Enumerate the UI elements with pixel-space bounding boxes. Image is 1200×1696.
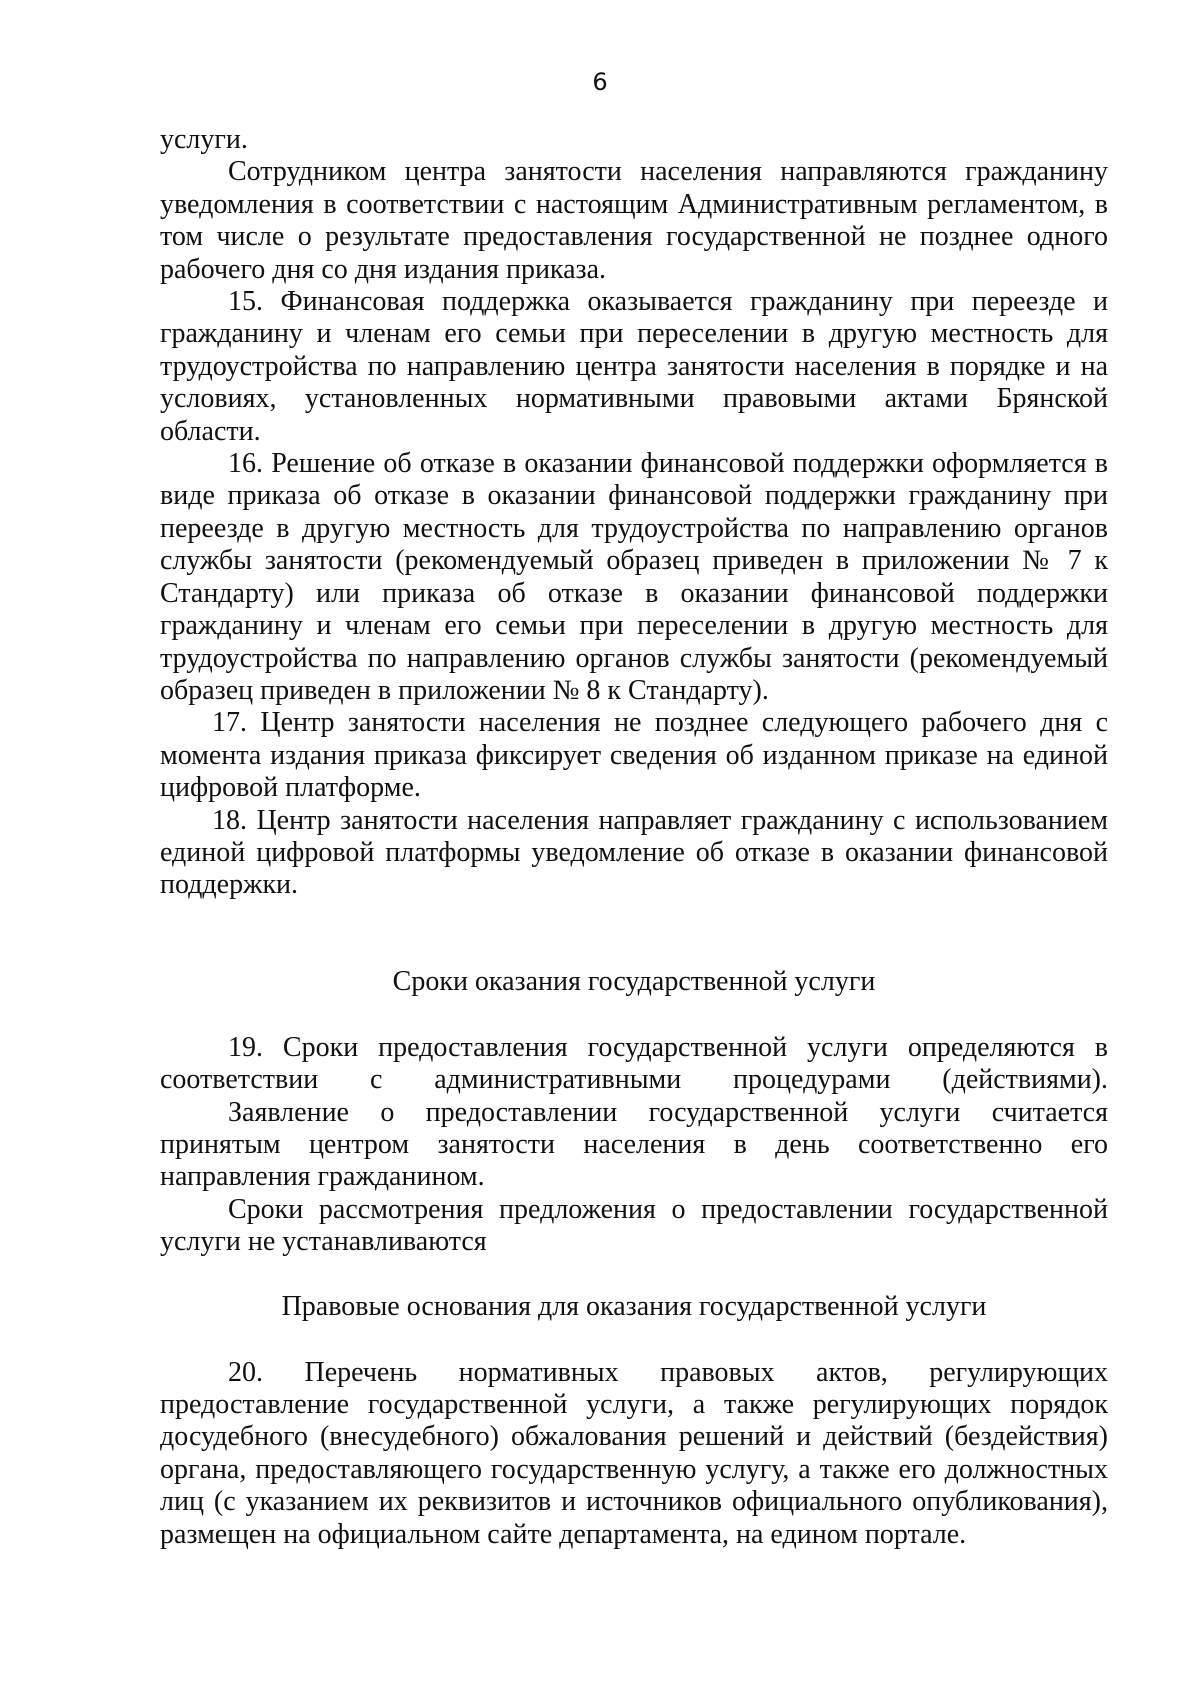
paragraph-20: 20. Перечень нормативных правовых актов, регулирующих предоставление государственной услуги, а также регулирующих порядок досудебного (внесудебного) обжалования решений и действий (бездействия) органа, предоставляющего государственную услугу, а также его должностных лиц (с указанием их реквизитов и источников официального опубликования), размещен на официальном сайте департамента, на едином портале. bbox=[160, 1356, 1108, 1550]
spacer bbox=[160, 902, 1108, 966]
paragraph-19: 19. Сроки предоставления государственной услуги определяются в соответствии с административными процедурами (действиями). bbox=[160, 1031, 1108, 1096]
page-number: 6 bbox=[592, 68, 608, 96]
document-body bbox=[160, 124, 1108, 1551]
section-heading-legal-basis: Правовые основания для оказания государственной услуги bbox=[281, 1290, 987, 1322]
paragraph-application: Заявление о предоставлении государственной услуги считается принятым центром занятости населения в день соответственно его направления гражданином. bbox=[160, 1096, 1108, 1193]
spacer bbox=[160, 1259, 1108, 1291]
spacer bbox=[160, 1323, 1108, 1357]
paragraph-18: 18. Центр занятости населения направляет гражданину с использованием единой цифровой платформы уведомление об отказе в оказании финансовой поддержки. bbox=[160, 804, 1108, 901]
paragraph-continuation: услуги. bbox=[160, 124, 248, 155]
section-heading-terms: Сроки оказания государственной услуги bbox=[392, 965, 876, 997]
spacer bbox=[160, 998, 1108, 1032]
paragraph-17: 17. Центр занятости населения не позднее следующего рабочего дня с момента издания приказа фиксирует сведения об изданном приказе на единой цифровой платформе. bbox=[160, 707, 1108, 804]
paragraph-16: 16. Решение об отказе в оказании финансовой поддержки оформляется в виде приказа об отказе в оказании финансовой поддержки гражданину при переезде в другую местность для трудоустройства по направлению органов службы занятости (рекомендуемый образец приведен в приложении № 7 к Стандарту) или приказа об отказе в оказании финансовой поддержки гражданину и членам его семьи при переселении в другую местность для трудоустройства по направлению органов службы занятости (рекомендуемый образец приведен в приложении № 8 к Стандарту). bbox=[160, 448, 1108, 706]
paragraph-review-terms: Сроки рассмотрения предложения о предоставлении государственной услуги не устанавливаются bbox=[160, 1193, 1108, 1258]
paragraph-notifications: Сотрудником центра занятости населения направляются гражданину уведомления в соответствии с настоящим Административным регламентом, в том числе о результате предоставления государственной не позднее одного рабочего дня со дня издания приказа. bbox=[160, 156, 1108, 285]
paragraph-15: 15. Финансовая поддержка оказывается гражданину при переезде и гражданину и членам его семьи при переселении в другую местность для трудоустройства по направлению центра занятости населения в порядке и на условиях, установленных нормативными правовыми актами Брянской области. bbox=[160, 286, 1108, 447]
